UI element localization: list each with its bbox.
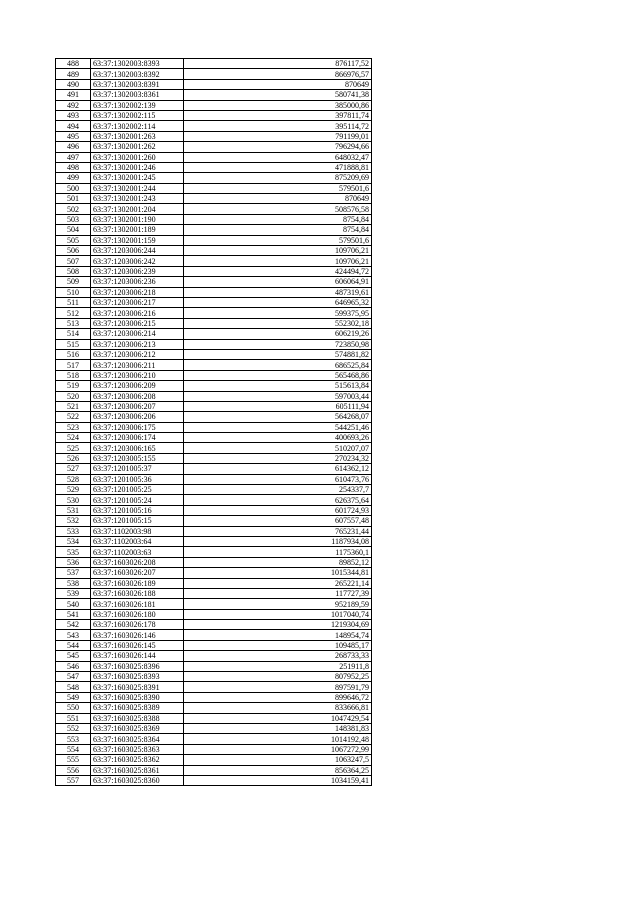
value-cell: 952189,59 bbox=[184, 599, 372, 609]
table-row bbox=[56, 516, 372, 526]
table-row bbox=[56, 142, 372, 152]
cadastral-number-cell: 63:37:1603025:8396 bbox=[91, 661, 184, 671]
row-number-cell: 550 bbox=[56, 703, 91, 713]
cadastral-number-cell: 63:37:1203006:175 bbox=[91, 422, 184, 432]
table-row bbox=[56, 453, 372, 463]
cadastral-number-cell: 63:37:1302002:139 bbox=[91, 100, 184, 110]
table-row bbox=[56, 412, 372, 422]
cadastral-number-cell: 63:37:1603025:8390 bbox=[91, 692, 184, 702]
row-number-cell: 508 bbox=[56, 266, 91, 276]
value-cell: 686525,84 bbox=[184, 360, 372, 370]
value-cell: 395114,72 bbox=[184, 121, 372, 131]
row-number-cell: 510 bbox=[56, 287, 91, 297]
row-number-cell: 524 bbox=[56, 433, 91, 443]
cadastral-number-cell: 63:37:1203006:165 bbox=[91, 443, 184, 453]
cadastral-number-cell: 63:37:1203006:212 bbox=[91, 349, 184, 359]
cadastral-number-cell: 63:37:1203006:239 bbox=[91, 266, 184, 276]
value-cell: 148954,74 bbox=[184, 630, 372, 640]
value-cell: 89852,12 bbox=[184, 557, 372, 567]
table-row bbox=[56, 225, 372, 235]
table-row bbox=[56, 599, 372, 609]
value-cell: 270234,32 bbox=[184, 453, 372, 463]
row-number-cell: 546 bbox=[56, 661, 91, 671]
table-row bbox=[56, 235, 372, 245]
row-number-cell: 513 bbox=[56, 318, 91, 328]
table-row bbox=[56, 609, 372, 619]
row-number-cell: 498 bbox=[56, 162, 91, 172]
cadastral-number-cell: 63:37:1603026:180 bbox=[91, 609, 184, 619]
value-cell: 515613,84 bbox=[184, 381, 372, 391]
cadastral-number-cell: 63:37:1302003:8361 bbox=[91, 90, 184, 100]
value-cell: 109706,21 bbox=[184, 256, 372, 266]
row-number-cell: 554 bbox=[56, 744, 91, 754]
row-number-cell: 494 bbox=[56, 121, 91, 131]
cadastral-number-cell: 63:37:1302003:8391 bbox=[91, 79, 184, 89]
row-number-cell: 557 bbox=[56, 775, 91, 785]
cadastral-number-cell: 63:37:1603025:8369 bbox=[91, 724, 184, 734]
table-row bbox=[56, 578, 372, 588]
table-row bbox=[56, 672, 372, 682]
value-cell: 870649 bbox=[184, 194, 372, 204]
table-row bbox=[56, 121, 372, 131]
table-row bbox=[56, 422, 372, 432]
table-row bbox=[56, 131, 372, 141]
cadastral-number-cell: 63:37:1302001:159 bbox=[91, 235, 184, 245]
table-row bbox=[56, 682, 372, 692]
row-number-cell: 523 bbox=[56, 422, 91, 432]
cadastral-number-cell: 63:37:1203006:211 bbox=[91, 360, 184, 370]
cadastral-number-cell: 63:37:1603025:8361 bbox=[91, 765, 184, 775]
table-row bbox=[56, 661, 372, 671]
value-cell: 866976,57 bbox=[184, 69, 372, 79]
value-cell: 807952,25 bbox=[184, 672, 372, 682]
cadastral-number-cell: 63:37:1603025:8393 bbox=[91, 672, 184, 682]
row-number-cell: 509 bbox=[56, 277, 91, 287]
cadastral-number-cell: 63:37:1603026:178 bbox=[91, 620, 184, 630]
row-number-cell: 511 bbox=[56, 297, 91, 307]
cadastral-number-cell: 63:37:1201005:37 bbox=[91, 464, 184, 474]
cadastral-number-cell: 63:37:1203006:215 bbox=[91, 318, 184, 328]
cadastral-number-cell: 63:37:1603025:8388 bbox=[91, 713, 184, 723]
cadastral-number-cell: 63:37:1302001:245 bbox=[91, 173, 184, 183]
row-number-cell: 503 bbox=[56, 214, 91, 224]
value-cell: 1067272,99 bbox=[184, 744, 372, 754]
table-row bbox=[56, 775, 372, 785]
cadastral-number-cell: 63:37:1203006:206 bbox=[91, 412, 184, 422]
cadastral-number-cell: 63:37:1201005:24 bbox=[91, 495, 184, 505]
row-number-cell: 549 bbox=[56, 692, 91, 702]
table-row bbox=[56, 162, 372, 172]
cadastral-number-cell: 63:37:1201005:15 bbox=[91, 516, 184, 526]
cadastral-number-cell: 63:37:1102003:63 bbox=[91, 547, 184, 557]
row-number-cell: 501 bbox=[56, 194, 91, 204]
row-number-cell: 556 bbox=[56, 765, 91, 775]
table-row bbox=[56, 183, 372, 193]
table-row bbox=[56, 194, 372, 204]
table-row bbox=[56, 547, 372, 557]
value-cell: 610473,76 bbox=[184, 474, 372, 484]
table-row bbox=[56, 485, 372, 495]
value-cell: 1219304,69 bbox=[184, 620, 372, 630]
value-cell: 117727,39 bbox=[184, 588, 372, 598]
table-row bbox=[56, 152, 372, 162]
table-row bbox=[56, 360, 372, 370]
value-cell: 614362,12 bbox=[184, 464, 372, 474]
row-number-cell: 555 bbox=[56, 755, 91, 765]
cadastral-number-cell: 63:37:1302001:260 bbox=[91, 152, 184, 162]
table-row bbox=[56, 100, 372, 110]
row-number-cell: 544 bbox=[56, 640, 91, 650]
row-number-cell: 530 bbox=[56, 495, 91, 505]
table-row bbox=[56, 90, 372, 100]
cadastral-number-cell: 63:37:1603025:8360 bbox=[91, 775, 184, 785]
cadastral-number-cell: 63:37:1203006:244 bbox=[91, 246, 184, 256]
value-cell: 796294,66 bbox=[184, 142, 372, 152]
value-cell: 565468,86 bbox=[184, 370, 372, 380]
value-cell: 601724,93 bbox=[184, 505, 372, 515]
value-cell: 1017040,74 bbox=[184, 609, 372, 619]
cadastral-number-cell: 63:37:1203006:207 bbox=[91, 401, 184, 411]
value-cell: 1187934,08 bbox=[184, 536, 372, 546]
value-cell: 897591,79 bbox=[184, 682, 372, 692]
row-number-cell: 490 bbox=[56, 79, 91, 89]
value-cell: 605111,94 bbox=[184, 401, 372, 411]
value-cell: 1175360,1 bbox=[184, 547, 372, 557]
row-number-cell: 536 bbox=[56, 557, 91, 567]
table-row bbox=[56, 557, 372, 567]
cadastral-number-cell: 63:37:1603026:207 bbox=[91, 568, 184, 578]
row-number-cell: 506 bbox=[56, 246, 91, 256]
row-number-cell: 529 bbox=[56, 485, 91, 495]
value-cell: 265221,14 bbox=[184, 578, 372, 588]
cadastral-number-cell: 63:37:1203006:218 bbox=[91, 287, 184, 297]
table-row bbox=[56, 734, 372, 744]
row-number-cell: 514 bbox=[56, 329, 91, 339]
value-cell: 254337,7 bbox=[184, 485, 372, 495]
row-number-cell: 543 bbox=[56, 630, 91, 640]
table-row bbox=[56, 640, 372, 650]
table-row bbox=[56, 526, 372, 536]
value-cell: 424494,72 bbox=[184, 266, 372, 276]
cadastral-number-cell: 63:37:1302001:244 bbox=[91, 183, 184, 193]
row-number-cell: 531 bbox=[56, 505, 91, 515]
value-cell: 875209,69 bbox=[184, 173, 372, 183]
row-number-cell: 502 bbox=[56, 204, 91, 214]
row-number-cell: 496 bbox=[56, 142, 91, 152]
table-row bbox=[56, 568, 372, 578]
table-row bbox=[56, 401, 372, 411]
cadastral-number-cell: 63:37:1203006:213 bbox=[91, 339, 184, 349]
cadastral-number-cell: 63:37:1603026:181 bbox=[91, 599, 184, 609]
value-cell: 109485,17 bbox=[184, 640, 372, 650]
value-cell: 109706,21 bbox=[184, 246, 372, 256]
table-row bbox=[56, 505, 372, 515]
cadastral-number-cell: 63:37:1302001:204 bbox=[91, 204, 184, 214]
row-number-cell: 491 bbox=[56, 90, 91, 100]
row-number-cell: 492 bbox=[56, 100, 91, 110]
row-number-cell: 547 bbox=[56, 672, 91, 682]
cadastral-number-cell: 63:37:1603026:208 bbox=[91, 557, 184, 567]
value-cell: 510207,07 bbox=[184, 443, 372, 453]
table-row bbox=[56, 391, 372, 401]
table-row bbox=[56, 744, 372, 754]
row-number-cell: 527 bbox=[56, 464, 91, 474]
row-number-cell: 520 bbox=[56, 391, 91, 401]
value-cell: 856364,25 bbox=[184, 765, 372, 775]
row-number-cell: 534 bbox=[56, 536, 91, 546]
table-row bbox=[56, 246, 372, 256]
cadastral-number-cell: 63:37:1201005:16 bbox=[91, 505, 184, 515]
table-row bbox=[56, 724, 372, 734]
cadastral-number-cell: 63:37:1203006:174 bbox=[91, 433, 184, 443]
cadastral-number-cell: 63:37:1203005:155 bbox=[91, 453, 184, 463]
value-cell: 1014192,48 bbox=[184, 734, 372, 744]
row-number-cell: 522 bbox=[56, 412, 91, 422]
row-number-cell: 533 bbox=[56, 526, 91, 536]
value-cell: 876117,52 bbox=[184, 59, 372, 69]
value-cell: 400693,26 bbox=[184, 433, 372, 443]
value-cell: 606219,26 bbox=[184, 329, 372, 339]
cadastral-number-cell: 63:37:1603026:144 bbox=[91, 651, 184, 661]
row-number-cell: 526 bbox=[56, 453, 91, 463]
table-row bbox=[56, 256, 372, 266]
row-number-cell: 553 bbox=[56, 734, 91, 744]
table-row bbox=[56, 443, 372, 453]
row-number-cell: 517 bbox=[56, 360, 91, 370]
value-cell: 579501,6 bbox=[184, 183, 372, 193]
table-row bbox=[56, 630, 372, 640]
table-row bbox=[56, 381, 372, 391]
value-cell: 268733,33 bbox=[184, 651, 372, 661]
value-cell: 487319,61 bbox=[184, 287, 372, 297]
cadastral-number-cell: 63:37:1102003:98 bbox=[91, 526, 184, 536]
cadastral-number-cell: 63:37:1201005:36 bbox=[91, 474, 184, 484]
table-row bbox=[56, 692, 372, 702]
table-row bbox=[56, 173, 372, 183]
cadastral-number-cell: 63:37:1203006:242 bbox=[91, 256, 184, 266]
cadastral-number-cell: 63:37:1302001:243 bbox=[91, 194, 184, 204]
table-row bbox=[56, 651, 372, 661]
cadastral-number-cell: 63:37:1203006:214 bbox=[91, 329, 184, 339]
value-cell: 148381,83 bbox=[184, 724, 372, 734]
row-number-cell: 489 bbox=[56, 69, 91, 79]
row-number-cell: 528 bbox=[56, 474, 91, 484]
row-number-cell: 545 bbox=[56, 651, 91, 661]
cadastral-number-cell: 63:37:1603026:188 bbox=[91, 588, 184, 598]
row-number-cell: 525 bbox=[56, 443, 91, 453]
value-cell: 544251,46 bbox=[184, 422, 372, 432]
cadastral-number-cell: 63:37:1203006:236 bbox=[91, 277, 184, 287]
table-row bbox=[56, 339, 372, 349]
row-number-cell: 537 bbox=[56, 568, 91, 578]
table-row bbox=[56, 277, 372, 287]
cadastral-number-cell: 63:37:1201005:25 bbox=[91, 485, 184, 495]
row-number-cell: 515 bbox=[56, 339, 91, 349]
row-number-cell: 541 bbox=[56, 609, 91, 619]
row-number-cell: 548 bbox=[56, 682, 91, 692]
value-cell: 899646,72 bbox=[184, 692, 372, 702]
table-row bbox=[56, 69, 372, 79]
value-cell: 599375,95 bbox=[184, 308, 372, 318]
cadastral-number-cell: 63:37:1603026:146 bbox=[91, 630, 184, 640]
row-number-cell: 488 bbox=[56, 59, 91, 69]
value-cell: 1034159,41 bbox=[184, 775, 372, 785]
value-cell: 8754,84 bbox=[184, 225, 372, 235]
cadastral-number-cell: 63:37:1302003:8393 bbox=[91, 59, 184, 69]
table-row bbox=[56, 370, 372, 380]
cadastral-number-cell: 63:37:1603025:8364 bbox=[91, 734, 184, 744]
table-row bbox=[56, 536, 372, 546]
table-row bbox=[56, 287, 372, 297]
value-cell: 564268,07 bbox=[184, 412, 372, 422]
value-cell: 607557,48 bbox=[184, 516, 372, 526]
cadastral-number-cell: 63:37:1302001:189 bbox=[91, 225, 184, 235]
value-cell: 574881,82 bbox=[184, 349, 372, 359]
row-number-cell: 493 bbox=[56, 110, 91, 120]
table-row bbox=[56, 204, 372, 214]
value-cell: 1047429,54 bbox=[184, 713, 372, 723]
table-row bbox=[56, 110, 372, 120]
row-number-cell: 500 bbox=[56, 183, 91, 193]
table-row bbox=[56, 474, 372, 484]
row-number-cell: 518 bbox=[56, 370, 91, 380]
table-row bbox=[56, 703, 372, 713]
row-number-cell: 519 bbox=[56, 381, 91, 391]
value-cell: 646965,32 bbox=[184, 297, 372, 307]
value-cell: 508576,58 bbox=[184, 204, 372, 214]
cadastral-number-cell: 63:37:1203006:216 bbox=[91, 308, 184, 318]
table-row bbox=[56, 318, 372, 328]
cadastral-number-cell: 63:37:1603026:145 bbox=[91, 640, 184, 650]
value-cell: 580741,38 bbox=[184, 90, 372, 100]
value-cell: 1015344,81 bbox=[184, 568, 372, 578]
table-row bbox=[56, 214, 372, 224]
cadastral-number-cell: 63:37:1302002:115 bbox=[91, 110, 184, 120]
cadastral-number-cell: 63:37:1302001:262 bbox=[91, 142, 184, 152]
row-number-cell: 521 bbox=[56, 401, 91, 411]
row-number-cell: 535 bbox=[56, 547, 91, 557]
table-row bbox=[56, 297, 372, 307]
row-number-cell: 512 bbox=[56, 308, 91, 318]
row-number-cell: 532 bbox=[56, 516, 91, 526]
value-cell: 833666,81 bbox=[184, 703, 372, 713]
cadastral-number-cell: 63:37:1203006:208 bbox=[91, 391, 184, 401]
row-number-cell: 542 bbox=[56, 620, 91, 630]
value-cell: 648032,47 bbox=[184, 152, 372, 162]
table-row bbox=[56, 755, 372, 765]
value-cell: 471888,81 bbox=[184, 162, 372, 172]
table-body bbox=[56, 59, 372, 786]
cadastral-number-cell: 63:37:1203006:210 bbox=[91, 370, 184, 380]
value-cell: 626375,64 bbox=[184, 495, 372, 505]
row-number-cell: 540 bbox=[56, 599, 91, 609]
value-cell: 8754,84 bbox=[184, 214, 372, 224]
table-row bbox=[56, 266, 372, 276]
table-row bbox=[56, 59, 372, 69]
value-cell: 870649 bbox=[184, 79, 372, 89]
table-row bbox=[56, 765, 372, 775]
cadastral-number-cell: 63:37:1102003:64 bbox=[91, 536, 184, 546]
table-row bbox=[56, 349, 372, 359]
row-number-cell: 495 bbox=[56, 131, 91, 141]
value-cell: 765231,44 bbox=[184, 526, 372, 536]
value-cell: 606064,91 bbox=[184, 277, 372, 287]
value-cell: 579501,6 bbox=[184, 235, 372, 245]
row-number-cell: 505 bbox=[56, 235, 91, 245]
row-number-cell: 516 bbox=[56, 349, 91, 359]
table-row bbox=[56, 495, 372, 505]
cadastral-number-cell: 63:37:1603025:8391 bbox=[91, 682, 184, 692]
value-cell: 1063247,5 bbox=[184, 755, 372, 765]
table-row bbox=[56, 713, 372, 723]
row-number-cell: 504 bbox=[56, 225, 91, 235]
table-row bbox=[56, 464, 372, 474]
cadastral-number-cell: 63:37:1302001:190 bbox=[91, 214, 184, 224]
cadastral-number-cell: 63:37:1302002:114 bbox=[91, 121, 184, 131]
row-number-cell: 538 bbox=[56, 578, 91, 588]
value-cell: 791199,01 bbox=[184, 131, 372, 141]
value-cell: 385000,86 bbox=[184, 100, 372, 110]
cadastral-number-cell: 63:37:1302001:246 bbox=[91, 162, 184, 172]
table-row bbox=[56, 308, 372, 318]
table-row bbox=[56, 329, 372, 339]
cadastral-number-cell: 63:37:1603025:8389 bbox=[91, 703, 184, 713]
value-cell: 597003,44 bbox=[184, 391, 372, 401]
row-number-cell: 552 bbox=[56, 724, 91, 734]
cadastral-number-cell: 63:37:1203006:217 bbox=[91, 297, 184, 307]
cadastral-number-cell: 63:37:1603025:8363 bbox=[91, 744, 184, 754]
cadastral-number-cell: 63:37:1603026:189 bbox=[91, 578, 184, 588]
table-row bbox=[56, 620, 372, 630]
table-row bbox=[56, 79, 372, 89]
value-cell: 723850,98 bbox=[184, 339, 372, 349]
data-table bbox=[55, 58, 372, 786]
cadastral-number-cell: 63:37:1203006:209 bbox=[91, 381, 184, 391]
table-row bbox=[56, 588, 372, 598]
cadastral-number-cell: 63:37:1302001:263 bbox=[91, 131, 184, 141]
value-cell: 397811,74 bbox=[184, 110, 372, 120]
value-cell: 552302,18 bbox=[184, 318, 372, 328]
row-number-cell: 507 bbox=[56, 256, 91, 266]
row-number-cell: 499 bbox=[56, 173, 91, 183]
cadastral-number-cell: 63:37:1302003:8392 bbox=[91, 69, 184, 79]
cadastral-number-cell: 63:37:1603025:8362 bbox=[91, 755, 184, 765]
row-number-cell: 551 bbox=[56, 713, 91, 723]
row-number-cell: 497 bbox=[56, 152, 91, 162]
row-number-cell: 539 bbox=[56, 588, 91, 598]
table-row bbox=[56, 433, 372, 443]
value-cell: 251911,8 bbox=[184, 661, 372, 671]
